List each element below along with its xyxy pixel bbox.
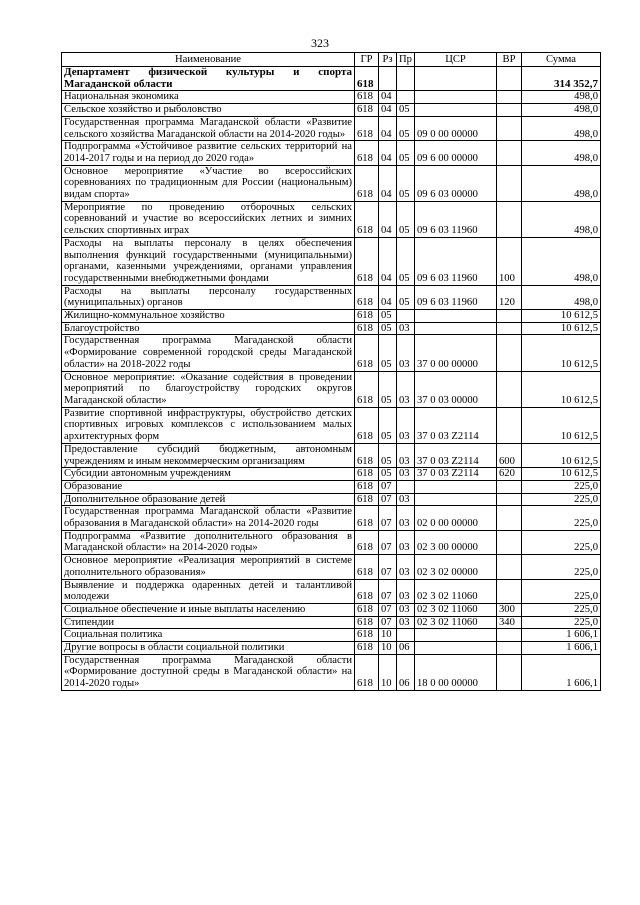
cell-gr: 618: [355, 407, 379, 443]
table-row: [62, 579, 601, 603]
table-row: [62, 654, 601, 690]
cell-name: Сельское хозяйство и рыболовство: [62, 104, 355, 117]
cell-pr: 03: [397, 322, 415, 335]
cell-csr: 02 3 02 11060: [415, 616, 497, 629]
table-row: [62, 407, 601, 443]
cell-csr: 37 0 00 00000: [415, 335, 497, 371]
cell-gr: 618: [355, 468, 379, 481]
cell-csr: [415, 104, 497, 117]
cell-name: Департамент физической культуры и спорта Магаданской области: [62, 67, 355, 91]
cell-name: Национальная экономика: [62, 91, 355, 104]
cell-gr: 618: [355, 322, 379, 335]
cell-sum: 10 612,5: [522, 335, 601, 371]
cell-name: Социальное обеспечение и иные выплаты населению: [62, 603, 355, 616]
cell-rz: 04: [379, 141, 397, 165]
table-row: [62, 141, 601, 165]
cell-gr: 618: [355, 603, 379, 616]
cell-pr: 03: [397, 579, 415, 603]
cell-sum: 10 612,5: [522, 322, 601, 335]
cell-vr: 120: [497, 285, 522, 309]
cell-pr: 06: [397, 642, 415, 655]
cell-gr: 618: [355, 579, 379, 603]
cell-pr: 05: [397, 104, 415, 117]
table-header-row: [62, 53, 601, 67]
cell-gr: 618: [355, 443, 379, 467]
cell-vr: [497, 201, 522, 237]
cell-rz: 05: [379, 443, 397, 467]
table-row: [62, 165, 601, 201]
cell-gr: 618: [355, 67, 379, 91]
cell-pr: 03: [397, 371, 415, 407]
cell-sum: 10 612,5: [522, 310, 601, 323]
table-row: [62, 603, 601, 616]
cell-name: Государственная программа Магаданской области «Развитие образования в Магаданской области» на 2014-2020 годы: [62, 506, 355, 530]
table-row: [62, 104, 601, 117]
cell-name: Расходы на выплаты персоналу в целях обеспечения выполнения функций государственными (муниципальными) органами, казенными учреждениями, органами управления государственными внебюджетными фондами: [62, 237, 355, 285]
cell-rz: 07: [379, 493, 397, 506]
cell-name: Основное мероприятие: «Оказание содействия в проведении мероприятий по благоустройству городских округов Магаданской области»: [62, 371, 355, 407]
cell-sum: 225,0: [522, 506, 601, 530]
cell-sum: 225,0: [522, 530, 601, 554]
table-row: [62, 616, 601, 629]
cell-name: Основное мероприятие «Участие во всероссийских соревнованиях по традиционным для России (национальным) видам спорта»: [62, 165, 355, 201]
cell-name: Стипендии: [62, 616, 355, 629]
cell-csr: 09 6 03 00000: [415, 165, 497, 201]
cell-pr: 05: [397, 237, 415, 285]
cell-pr: [397, 67, 415, 91]
cell-rz: [379, 67, 397, 91]
cell-vr: [497, 579, 522, 603]
cell-sum: 498,0: [522, 116, 601, 140]
cell-csr: [415, 322, 497, 335]
cell-gr: 618: [355, 616, 379, 629]
cell-pr: [397, 629, 415, 642]
cell-rz: 05: [379, 335, 397, 371]
cell-name: Расходы на выплаты персоналу государственных (муниципальных) органов: [62, 285, 355, 309]
cell-rz: 04: [379, 116, 397, 140]
cell-vr: [497, 555, 522, 579]
cell-csr: 09 6 03 11960: [415, 201, 497, 237]
cell-gr: 618: [355, 285, 379, 309]
cell-csr: 09 6 03 11960: [415, 237, 497, 285]
table-row: [62, 443, 601, 467]
cell-csr: 37 0 03 00000: [415, 371, 497, 407]
cell-pr: 03: [397, 407, 415, 443]
cell-name: Подпрограмма «Развитие дополнительного образования в Магаданской области» на 2014-2020 годы»: [62, 530, 355, 554]
cell-rz: 04: [379, 201, 397, 237]
cell-vr: [497, 116, 522, 140]
cell-csr: [415, 91, 497, 104]
cell-name: Подпрограмма «Устойчивое развитие сельских территорий на 2014-2017 годы и на период до 2020 года»: [62, 141, 355, 165]
cell-sum: 225,0: [522, 493, 601, 506]
cell-sum: 10 612,5: [522, 468, 601, 481]
cell-csr: 09 6 00 00000: [415, 141, 497, 165]
cell-csr: [415, 67, 497, 91]
cell-gr: 618: [355, 165, 379, 201]
cell-pr: 03: [397, 335, 415, 371]
cell-pr: 03: [397, 506, 415, 530]
cell-vr: [497, 335, 522, 371]
cell-vr: [497, 654, 522, 690]
table-row: [62, 116, 601, 140]
cell-rz: 05: [379, 310, 397, 323]
cell-csr: [415, 642, 497, 655]
cell-vr: [497, 141, 522, 165]
cell-sum: 498,0: [522, 91, 601, 104]
cell-gr: 618: [355, 310, 379, 323]
cell-sum: 1 606,1: [522, 629, 601, 642]
cell-name: Дополнительное образование детей: [62, 493, 355, 506]
header-pr: Пр: [397, 53, 415, 67]
cell-name: Предоставление субсидий бюджетным, автономным учреждениям и иным некоммерческим организациям: [62, 443, 355, 467]
table-body: [62, 67, 601, 691]
header-rz: Рз: [379, 53, 397, 67]
cell-csr: 37 0 03 Z2114: [415, 443, 497, 467]
table-row: [62, 285, 601, 309]
cell-name: Государственная программа Магаданской области «Формирование доступной среды в Магаданской области» на 2014-2020 годы»: [62, 654, 355, 690]
cell-sum: 10 612,5: [522, 443, 601, 467]
header-gr: ГР: [355, 53, 379, 67]
table-row: [62, 468, 601, 481]
cell-gr: 618: [355, 371, 379, 407]
cell-gr: 618: [355, 104, 379, 117]
cell-gr: 618: [355, 642, 379, 655]
cell-gr: 618: [355, 629, 379, 642]
cell-rz: 05: [379, 468, 397, 481]
cell-csr: [415, 310, 497, 323]
cell-name: Развитие спортивной инфраструктуры, обустройство детских спортивных игровых комплексов с использованием малых архитектурных форм: [62, 407, 355, 443]
cell-sum: 1 606,1: [522, 654, 601, 690]
header-sum: Сумма: [522, 53, 601, 67]
cell-gr: 618: [355, 480, 379, 493]
cell-rz: 07: [379, 480, 397, 493]
cell-sum: 498,0: [522, 201, 601, 237]
cell-vr: [497, 407, 522, 443]
cell-sum: 314 352,7: [522, 67, 601, 91]
cell-vr: [497, 506, 522, 530]
cell-pr: [397, 480, 415, 493]
cell-pr: [397, 91, 415, 104]
table-row: [62, 493, 601, 506]
cell-vr: [497, 310, 522, 323]
table-row: [62, 335, 601, 371]
cell-pr: 03: [397, 603, 415, 616]
table-row: [62, 237, 601, 285]
cell-csr: 37 0 03 Z2114: [415, 468, 497, 481]
cell-pr: 05: [397, 116, 415, 140]
cell-sum: 498,0: [522, 141, 601, 165]
cell-gr: 618: [355, 335, 379, 371]
cell-pr: 03: [397, 468, 415, 481]
cell-vr: 340: [497, 616, 522, 629]
cell-name: Благоустройство: [62, 322, 355, 335]
cell-sum: 225,0: [522, 555, 601, 579]
cell-pr: 06: [397, 654, 415, 690]
cell-csr: 18 0 00 00000: [415, 654, 497, 690]
cell-csr: [415, 629, 497, 642]
cell-sum: 498,0: [522, 237, 601, 285]
cell-csr: 02 3 02 11060: [415, 603, 497, 616]
table-row: [62, 530, 601, 554]
cell-sum: 498,0: [522, 285, 601, 309]
cell-pr: 03: [397, 530, 415, 554]
cell-rz: 10: [379, 654, 397, 690]
cell-rz: 07: [379, 603, 397, 616]
cell-vr: [497, 67, 522, 91]
cell-vr: [497, 493, 522, 506]
cell-sum: 225,0: [522, 616, 601, 629]
cell-csr: 09 6 03 11960: [415, 285, 497, 309]
cell-csr: 02 0 00 00000: [415, 506, 497, 530]
cell-rz: 04: [379, 104, 397, 117]
cell-rz: 07: [379, 555, 397, 579]
budget-table: [61, 52, 601, 691]
cell-pr: 05: [397, 165, 415, 201]
cell-gr: 618: [355, 555, 379, 579]
cell-name: Мероприятие по проведению отборочных сельских соревнований и участие во всероссийских летних и зимних сельских спортивных играх: [62, 201, 355, 237]
cell-csr: 02 3 02 11060: [415, 579, 497, 603]
cell-name: Государственная программа Магаданской области «Формирование современной городской среды Магаданской области» на 2018-2022 годы: [62, 335, 355, 371]
cell-sum: 225,0: [522, 480, 601, 493]
cell-rz: 07: [379, 616, 397, 629]
cell-vr: 620: [497, 468, 522, 481]
cell-sum: 225,0: [522, 579, 601, 603]
cell-pr: 05: [397, 285, 415, 309]
cell-rz: 07: [379, 579, 397, 603]
cell-vr: 100: [497, 237, 522, 285]
cell-vr: 600: [497, 443, 522, 467]
cell-vr: [497, 530, 522, 554]
department-row: [62, 67, 601, 91]
table-row: [62, 91, 601, 104]
cell-rz: 10: [379, 642, 397, 655]
cell-name: Социальная политика: [62, 629, 355, 642]
cell-name: Образование: [62, 480, 355, 493]
cell-gr: 618: [355, 654, 379, 690]
cell-sum: 498,0: [522, 165, 601, 201]
cell-pr: 05: [397, 201, 415, 237]
cell-gr: 618: [355, 530, 379, 554]
cell-gr: 618: [355, 141, 379, 165]
cell-vr: [497, 322, 522, 335]
table-row: [62, 310, 601, 323]
cell-vr: [497, 642, 522, 655]
cell-rz: 07: [379, 530, 397, 554]
header-vr: ВР: [497, 53, 522, 67]
cell-vr: [497, 104, 522, 117]
cell-sum: 10 612,5: [522, 371, 601, 407]
cell-name: Государственная программа Магаданской области «Развитие сельского хозяйства Магаданской области на 2014-2020 годы»: [62, 116, 355, 140]
cell-rz: 10: [379, 629, 397, 642]
cell-rz: 07: [379, 506, 397, 530]
cell-sum: 498,0: [522, 104, 601, 117]
cell-vr: [497, 629, 522, 642]
cell-gr: 618: [355, 493, 379, 506]
cell-rz: 04: [379, 165, 397, 201]
table-row: [62, 629, 601, 642]
cell-rz: 05: [379, 322, 397, 335]
cell-vr: [497, 91, 522, 104]
cell-csr: 37 0 03 Z2114: [415, 407, 497, 443]
table-row: [62, 201, 601, 237]
cell-pr: 03: [397, 616, 415, 629]
cell-pr: 03: [397, 443, 415, 467]
header-csr: ЦСР: [415, 53, 497, 67]
table-row: [62, 555, 601, 579]
cell-rz: 05: [379, 407, 397, 443]
cell-vr: 300: [497, 603, 522, 616]
cell-csr: [415, 480, 497, 493]
cell-pr: 03: [397, 493, 415, 506]
page-number: 323: [311, 36, 329, 50]
cell-gr: 618: [355, 116, 379, 140]
cell-name: Основное мероприятие «Реализация мероприятий в системе дополнительного образования»: [62, 555, 355, 579]
table-row: [62, 506, 601, 530]
cell-pr: 05: [397, 141, 415, 165]
cell-sum: 10 612,5: [522, 407, 601, 443]
table-row: [62, 322, 601, 335]
cell-pr: 03: [397, 555, 415, 579]
cell-rz: 04: [379, 237, 397, 285]
cell-csr: 02 3 02 00000: [415, 555, 497, 579]
table-row: [62, 642, 601, 655]
cell-rz: 04: [379, 91, 397, 104]
cell-rz: 04: [379, 285, 397, 309]
header-name: Наименование: [62, 53, 355, 67]
cell-rz: 05: [379, 371, 397, 407]
cell-gr: 618: [355, 237, 379, 285]
cell-pr: [397, 310, 415, 323]
cell-gr: 618: [355, 201, 379, 237]
cell-sum: 1 606,1: [522, 642, 601, 655]
cell-name: Другие вопросы в области социальной политики: [62, 642, 355, 655]
table-row: [62, 371, 601, 407]
cell-gr: 618: [355, 506, 379, 530]
cell-vr: [497, 480, 522, 493]
cell-name: Жилищно-коммунальное хозяйство: [62, 310, 355, 323]
cell-csr: 02 3 00 00000: [415, 530, 497, 554]
cell-vr: [497, 165, 522, 201]
cell-name: Субсидии автономным учреждениям: [62, 468, 355, 481]
cell-sum: 225,0: [522, 603, 601, 616]
cell-gr: 618: [355, 91, 379, 104]
cell-csr: 09 0 00 00000: [415, 116, 497, 140]
cell-name: Выявление и поддержка одаренных детей и талантливой молодежи: [62, 579, 355, 603]
cell-csr: [415, 493, 497, 506]
cell-vr: [497, 371, 522, 407]
table-row: [62, 480, 601, 493]
